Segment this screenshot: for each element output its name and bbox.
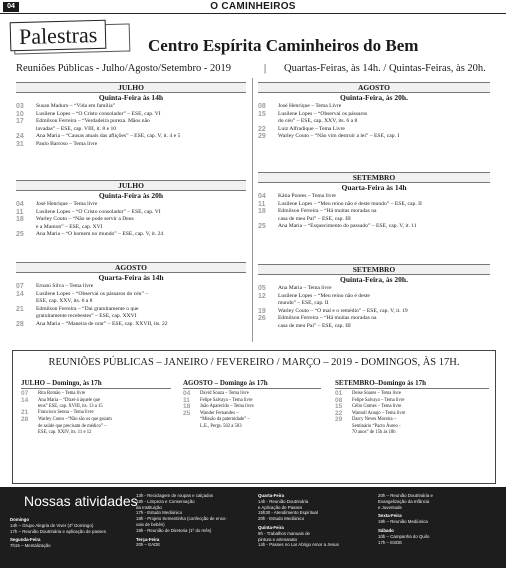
schedule-day: 12 <box>258 292 266 300</box>
schedule-day: 19 <box>258 307 266 315</box>
schedule-row <box>183 424 321 430</box>
schedule-row <box>16 118 246 126</box>
block-schedule: Quarta-Feira às 14h <box>341 183 407 192</box>
schedule-row <box>16 298 246 306</box>
schedule-text: Paulo Barroso – Tema livre <box>36 140 98 147</box>
schedule-list <box>258 285 490 331</box>
schedule-list <box>16 103 246 149</box>
julho-quarta-block <box>16 82 246 149</box>
schedule-row <box>258 300 490 308</box>
schedule-row <box>335 430 489 436</box>
schedule-list <box>258 193 490 231</box>
schedule-row <box>335 404 489 411</box>
activity-day: Quinta-Feira <box>258 524 284 530</box>
schedule-text: Susan Maduro – “Vida em família” <box>36 103 116 109</box>
schedule-day: 14 <box>21 396 29 404</box>
activity-day: Domingo <box>10 517 30 522</box>
schedule-row <box>16 201 246 209</box>
schedule-text: Francisco Senna – Tema livre <box>38 410 94 416</box>
domingos-month: AGOSTO – Domingo às 17h <box>183 378 321 389</box>
schedule-row <box>16 133 246 141</box>
activity-item: vais de bebês) <box>136 521 165 527</box>
schedule-row <box>21 410 171 417</box>
schedule-row <box>21 417 171 424</box>
schedule-day: 17 <box>16 118 24 126</box>
schedule-row <box>16 313 246 321</box>
subtitle-left: Reuniões Públicas - Julho/Agosto/Setembro - 2019 <box>16 63 231 74</box>
column-divider <box>252 78 253 342</box>
center-title: Centro Espírita Caminheiros do Bem <box>148 36 419 55</box>
schedule-list <box>183 391 321 430</box>
subtitle-separator: | <box>264 63 267 74</box>
schedule-row <box>258 323 490 331</box>
block-schedule: Quinta-Feira às 20h <box>98 191 164 200</box>
schedule-text: Warley Couto –“Não são os que gozam <box>38 416 112 422</box>
activity-item: pintura e artesanato <box>258 536 298 542</box>
schedule-text: Lusilene Lopes – “O Cristo consolador” – ESE, cap. VI <box>36 208 161 215</box>
schedule-day: 28 <box>16 320 24 328</box>
schedule-row <box>258 193 490 201</box>
domingos-box <box>12 350 496 484</box>
schedule-row <box>258 111 490 119</box>
top-bar <box>0 0 506 14</box>
schedule-text: Ana Maria – “O homem no mundo” – ESE, cap. V, it. 24 <box>36 231 164 238</box>
schedule-text: do céu” – ESE, cap. XXV, its. 6 a 8 <box>278 118 358 125</box>
schedule-row <box>16 321 246 329</box>
atividades-col-1 <box>10 517 130 549</box>
schedule-text: “Missão da paternidade” – <box>200 417 250 423</box>
schedule-row <box>21 391 171 398</box>
schedule-day: 08 <box>258 103 266 110</box>
schedule-row <box>21 430 171 436</box>
schedule-day: 18 <box>16 216 24 224</box>
schedule-day: 15 <box>335 403 343 411</box>
schedule-list <box>16 201 246 239</box>
schedule-text: João Aparecido – Tema livre <box>200 404 254 410</box>
block-month: SETEMBRO <box>258 264 490 275</box>
setembro-quarta-block <box>258 172 490 231</box>
schedule-text: Warley Couto – “Não vim destruir a lei” – ESE, cap. I <box>278 133 400 140</box>
domingos-title: REUNIÕES PÚBLICAS – JANEIRO / FEVEREIRO / MARÇO – 2019 - DOMINGOS, ÀS 17H. <box>48 357 460 368</box>
activity-item: 19h – Reunião Mediúnica <box>378 519 428 525</box>
schedule-text: Warley Couto – “Não se pode servir a Deus <box>36 216 134 223</box>
schedule-day: 04 <box>16 201 24 208</box>
schedule-text: Edmilson Ferreira – “Dai gratuitamente o que <box>36 305 139 312</box>
activity-day: Terça-Feira <box>136 536 160 542</box>
schedule-text: ESE, cap. XXV, its. 6 a 8 <box>36 298 93 305</box>
schedule-day: 26 <box>258 315 266 323</box>
schedule-day: 21 <box>21 409 29 417</box>
activity-item: 9h - Trabalhos manuais de <box>258 530 310 536</box>
schedule-day: 07 <box>16 283 24 290</box>
activity-day: Segunda-Feira <box>10 537 41 543</box>
schedule-day: 18 <box>258 208 266 216</box>
schedule-day: 03 <box>16 103 24 110</box>
schedule-text: Deise Soares – Tema livre <box>352 391 402 396</box>
schedule-day: 24 <box>16 133 24 141</box>
domingos-agosto <box>183 378 321 430</box>
atividades-section <box>0 487 506 568</box>
schedule-text: Seminário “Pacto Áureo - <box>352 423 401 429</box>
schedule-row <box>183 404 321 411</box>
activity-item: 17h - Estudo Mediúnico <box>136 510 183 516</box>
activity-item: da Instituição <box>136 504 162 510</box>
schedule-day: 05 <box>258 285 266 292</box>
schedule-row <box>258 208 490 216</box>
activity-item: e Aplicação de Passes <box>258 504 303 510</box>
schedule-text: Warley Couto – “O mal e o remédio” – ESE, cap. V, it. 19 <box>278 307 408 314</box>
activity-day: Sábado <box>378 527 394 533</box>
schedule-text: David Souza – Tema livre <box>200 391 249 396</box>
schedule-text: Darcy Neves Moreira – <box>352 417 397 423</box>
activity-item: 19h - Reunião de Diretoria (1º do mês) <box>136 527 212 533</box>
schedule-row <box>258 285 490 293</box>
schedule-row <box>16 216 246 224</box>
schedule-day: 22 <box>335 409 343 417</box>
schedule-text: José Henrique – Tema Livre <box>278 103 342 109</box>
schedule-text: Rita Romão – Tema livre <box>38 391 86 396</box>
schedule-row <box>183 398 321 405</box>
schedule-text: Ana Maria – “Dizei-á àquele que <box>38 397 101 403</box>
activity-day: Quarta-Feira <box>258 493 285 498</box>
agosto-quarta-block <box>16 262 246 329</box>
schedule-day: 31 <box>16 140 24 148</box>
atividades-col-4 <box>378 493 496 545</box>
schedule-list <box>21 391 171 436</box>
schedule-text: Edmilson Ferreira – “Verdadeira pureza. Mãos não <box>36 118 150 125</box>
schedule-row <box>335 417 489 424</box>
schedule-row <box>258 293 490 301</box>
schedule-day: 15 <box>258 110 266 118</box>
activity-day: Sexta-Feira <box>378 513 402 519</box>
schedule-day: 18 <box>183 403 191 411</box>
schedule-list <box>258 103 490 141</box>
page-number: 04 <box>3 2 19 12</box>
schedule-text: José Henrique – Tema livre <box>36 201 98 207</box>
schedule-text: 70 anos” de 15h às 18h <box>352 430 396 436</box>
schedule-day: 08 <box>335 396 343 404</box>
schedule-text: casa de meu Pai” – ESE, cap. III <box>278 215 351 222</box>
palestras-label: Palestras <box>10 20 107 52</box>
schedule-text: Wander Fernandes – <box>200 410 239 416</box>
schedule-row <box>16 291 246 299</box>
schedule-text: Wantuil Araujo – Tema livre <box>352 410 406 416</box>
schedule-text: Lusilene Lopes – “O Cristo consolador” – ESE, cap. VI <box>36 110 161 117</box>
schedule-text: mundo” – ESE, cap. II <box>278 300 329 307</box>
schedule-text: Felipe Salvaya – Tema livre <box>200 397 253 403</box>
schedule-text: Ana Maria – “Maneira de orar” – ESE, cap. XXVII, its. 22 <box>36 320 168 327</box>
activity-item: Evangelização da Infância <box>378 498 430 504</box>
masthead: O CAMINHEIROS <box>210 1 296 12</box>
activity-item: 10h – Campanha do Quilo <box>378 533 430 539</box>
activity-item: e Juventude <box>378 504 402 510</box>
schedule-text: Lusilene Lopes – “Meu reino não é deste mundo” – ESE, cap. II <box>278 200 422 207</box>
schedule-row <box>16 141 246 149</box>
schedule-row <box>258 133 490 141</box>
schedule-text: de saúde que precisam de médico” – <box>38 423 107 429</box>
activity-item: 14h - Reunião Doutrinária <box>258 498 309 504</box>
atividades-title: Nossas atividades <box>24 493 138 509</box>
schedule-text: ESE, cap. XXIV, its. 11 e 12 <box>38 429 92 435</box>
schedule-day: 11 <box>183 396 190 404</box>
schedule-row <box>16 306 246 314</box>
activity-item: 20h – EADE <box>136 542 161 548</box>
schedule-text: lavadas” – ESE, cap. VIII, it. 8 e 10 <box>36 125 117 132</box>
schedule-day: 29 <box>258 133 266 141</box>
activity-item: 20h – Reunião Doutrinária e <box>378 493 433 498</box>
subtitle-right: Quartas-Feiras, às 14h. / Quintas-Feiras, às 20h. <box>284 63 486 74</box>
schedule-row <box>258 223 490 231</box>
activity-item: 18h - Limpeza e Conservação <box>136 498 195 504</box>
schedule-day: 28 <box>21 415 29 423</box>
schedule-text: Kátia Pontes – Tema livre <box>278 193 336 199</box>
block-month: JULHO <box>16 82 246 93</box>
schedule-text: Lusilene Lopes – “Observai os pássaros <box>278 110 368 117</box>
activity-item: 14h – Grupo Alegria de Viver (4º Domingo) <box>10 522 94 528</box>
atividades-col-3 <box>258 493 376 548</box>
block-month: AGOSTO <box>16 262 246 273</box>
schedule-text: Lusilene Lopes – “Observai os pássaros do céu” – <box>36 290 149 297</box>
schedule-day: 11 <box>16 208 24 216</box>
schedule-day: 25 <box>258 223 266 231</box>
schedule-day: 25 <box>16 231 24 239</box>
schedule-text: casa de meu Pai” – ESE, cap. III <box>278 322 351 329</box>
schedule-text: Edmilson Ferreira – “Há muitas moradas na <box>278 315 377 322</box>
domingos-month: SETEMBRO–Domingo às 17h <box>335 378 489 389</box>
schedule-row <box>183 391 321 398</box>
schedule-text: Ana Maria – Tema livre <box>278 285 332 291</box>
schedule-day: 10 <box>16 110 24 118</box>
schedule-row <box>16 103 246 111</box>
schedule-text: gratuitamente recebestes” – ESE, cap. XXVI <box>36 313 137 320</box>
setembro-quinta-block <box>258 264 490 331</box>
schedule-row <box>335 391 489 398</box>
block-schedule: Quarta-Feira às 14h <box>98 273 164 282</box>
schedule-text: Edmilson Ferreira – “Há muitas moradas na <box>278 208 377 215</box>
domingos-julho <box>21 378 171 436</box>
schedule-list <box>16 283 246 329</box>
activity-item: 15h30 - Atendimento Espiritual <box>258 510 318 516</box>
activity-item: 20h - Estudo Mediúnico <box>258 516 305 522</box>
activity-item: 17h – ESDE <box>378 539 403 545</box>
schedule-row <box>335 398 489 405</box>
schedule-text: Ernani Silva – Tema livre <box>36 283 94 289</box>
block-month: SETEMBRO <box>258 172 490 183</box>
schedule-text: L.E., Pergs. 582 a 583 <box>200 423 242 429</box>
schedule-day: 11 <box>258 200 266 208</box>
schedule-text: Felipe Salvaya – Tema livre <box>352 397 405 403</box>
schedule-day: 04 <box>258 193 266 200</box>
domingos-month: JULHO – Domingo, às 17h <box>21 378 171 389</box>
schedule-day: 21 <box>16 305 24 313</box>
activity-item: 18h - Projeto Sementinha (confecção de enxo- <box>136 516 227 522</box>
block-month: JULHO <box>16 180 246 191</box>
schedule-day: 04 <box>183 390 191 397</box>
atividades-col-2 <box>136 493 254 548</box>
schedule-text: tens” ESE, cap. XVIII, its. 13 a 15 <box>38 404 103 410</box>
schedule-day: 29 <box>335 416 343 424</box>
schedule-text: Luiz Alfradique – Tema Livre <box>278 125 345 132</box>
schedule-row <box>258 315 490 323</box>
schedule-text: Célio Gomes – Tema livre <box>352 404 402 410</box>
schedule-row <box>16 231 246 239</box>
schedule-row <box>21 398 171 405</box>
schedule-text: Ana Maria – “Causas atuais das aflições” – ESE, cap. V, it. 4 e 5 <box>36 133 181 140</box>
agosto-quinta-block <box>258 82 490 141</box>
activity-item: 17h – Reunião Doutrinária e aplicação de passes <box>10 528 106 534</box>
schedule-day: 07 <box>21 390 29 397</box>
schedule-day: 01 <box>335 390 343 397</box>
activity-item: 7h15 – Mentalização <box>10 543 51 549</box>
schedule-day: 25 <box>183 409 191 417</box>
block-schedule: Quinta-Feira, às 20h. <box>340 275 408 284</box>
activity-item: 13h - Reciclagem de roupas e calçados <box>136 493 214 498</box>
julho-quinta-block <box>16 180 246 239</box>
block-schedule: Quinta-Feira às 14h <box>98 93 164 102</box>
activity-item: 14h - Passes no Lar Abrigo Amor a Jesus <box>258 542 339 548</box>
schedule-text: e a Mamon” – ESE, cap. XVI <box>36 223 103 230</box>
schedule-row <box>258 103 490 111</box>
schedule-list <box>335 391 489 436</box>
schedule-row <box>335 411 489 418</box>
block-month: AGOSTO <box>258 82 490 93</box>
schedule-day: 14 <box>16 290 24 298</box>
block-schedule: Quinta-Feira, às 20h. <box>340 93 408 102</box>
schedule-row <box>16 283 246 291</box>
schedule-row <box>258 118 490 126</box>
schedule-day: 22 <box>258 125 266 133</box>
domingos-setembro <box>335 378 489 436</box>
schedule-text: Ana Maria – “Esquecimento do passado” – ESE, cap. V, it. 11 <box>278 223 417 230</box>
schedule-text: Lusilene Lopes – “Meu reino não é deste <box>278 292 370 299</box>
